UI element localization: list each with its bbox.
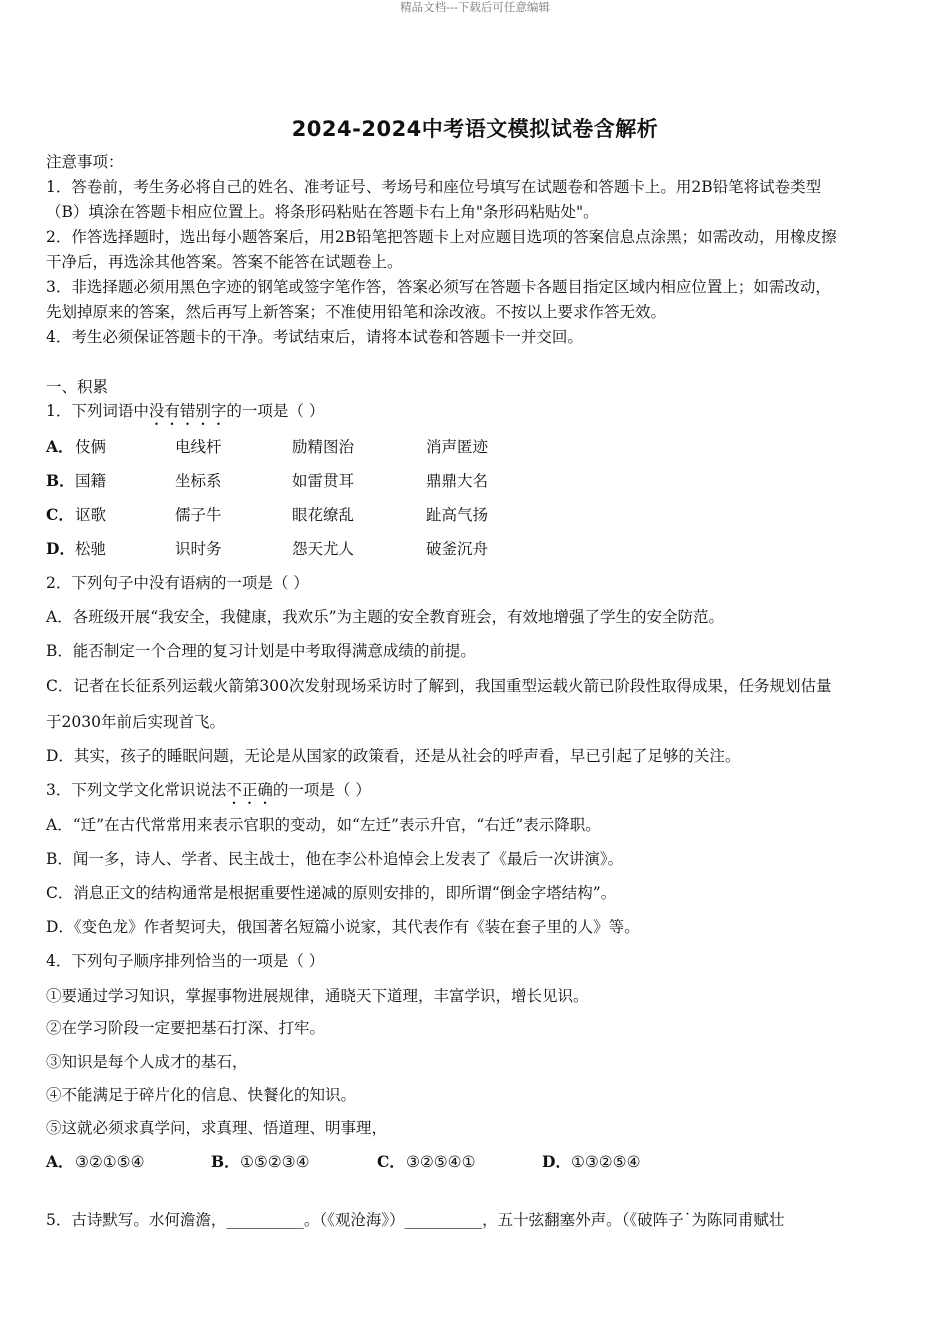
option-value: ①③②⑤④ (571, 1153, 641, 1171)
q2-option-a[interactable]: A．各班级开展“我安全，我健康，我欢乐”为主题的安全教育班会，有效地增强了学生的安全防范。 (46, 608, 725, 626)
question-3-stem (46, 780, 371, 808)
q1-stem-pre: 1．下列词语中 (46, 402, 149, 420)
option-label: A． (46, 1152, 74, 1171)
page-header-note: 精品文档---下载后可任意编辑 (400, 0, 550, 14)
option-word: 伎俩 (75, 438, 107, 456)
option-value: ③②⑤④① (406, 1153, 476, 1171)
notice-line: 先划掉原来的答案，然后再写上新答案；不准使用铅笔和涂改液。不按以上要求作答无效。 (46, 303, 667, 321)
q2-option-d[interactable]: D．其实，孩子的睡眠问题，无论是从国家的政策看，还是从社会的呼声看，早已引起了足够的关注。 (46, 747, 741, 765)
option-value: ①⑤②③④ (240, 1153, 310, 1171)
option-word: 讴歌 (75, 506, 107, 524)
q1-stem-emphasis: 没有错别字 (148, 402, 227, 420)
option-word: 励精图治 (292, 438, 355, 456)
notice-line: （B）填涂在答题卡相应位置上。将条形码粘贴在答题卡右上角"条形码粘贴处"。 (46, 203, 599, 221)
option-word: 坐标系 (175, 472, 222, 490)
section-heading: 一、积累 (46, 378, 109, 396)
q2-option-c[interactable]: C．记者在长征系列运载火箭第300次发射现场采访时了解到，我国重型运载火箭已阶段性取得成果，任务规划估量 (46, 677, 832, 695)
exam-title: 2024-2024中考语文模拟试卷含解析 (291, 117, 659, 141)
q3-stem-emphasis: 不正确 (226, 781, 273, 799)
question-2-stem: 2．下列句子中没有语病的一项是（ ） (46, 574, 309, 592)
q3-stem-pre: 3．下列文学文化常识说法 (46, 781, 227, 799)
notice-line: 2．作答选择题时，选出每小题答案后，用2B铅笔把答题卡上对应题目选项的答案信息点涂黑；如需改动，用橡皮擦 (46, 228, 837, 246)
option-word: 破釜沉舟 (426, 540, 489, 558)
q4-sentence-1: ①要通过学习知识，掌握事物进展规律，通晓天下道理，丰富学识，增长见识。 (46, 987, 589, 1005)
option-label: A． (46, 437, 74, 456)
q4-sentence-4: ④不能满足于碎片化的信息、快餐化的知识。 (46, 1086, 357, 1104)
notice-line: 3．非选择题必须用黑色字迹的钢笔或签字笔作答，答案必须写在答题卡各题目指定区域内相应位置上；如需改动， (46, 278, 831, 296)
option-word: 消声匿迹 (426, 438, 489, 456)
option-label: C． (377, 1152, 405, 1171)
q3-option-c[interactable]: C．消息正文的结构通常是根据重要性递减的原则安排的，即所谓“倒金字塔结构”。 (46, 884, 617, 902)
option-label: B． (211, 1152, 240, 1171)
option-label: B． (46, 471, 75, 490)
question-5-stem: 5．古诗默写。水何澹澹，__________。（《观沧海》）__________，五十弦翻塞外声。（《破阵子˙为陈同甫赋壮 (46, 1211, 785, 1229)
option-label: D． (46, 539, 75, 558)
option-label: D． (542, 1152, 571, 1171)
notice-line: 4．考生必须保证答题卡的干净。考试结束后，请将本试卷和答题卡一并交回。 (46, 328, 583, 346)
q3-option-d[interactable]: D．《变色龙》作者契诃夫，俄国著名短篇小说家，其代表作有《装在套子里的人》等。 (46, 918, 640, 936)
q4-sentence-5: ⑤这就必须求真学问，求真理、悟道理、明事理， (46, 1119, 388, 1137)
option-value: ③②①⑤④ (75, 1153, 145, 1171)
question-1-stem (46, 401, 324, 429)
q2-option-b[interactable]: B．能否制定一个合理的复习计划是中考取得满意成绩的前提。 (46, 642, 476, 660)
q1-stem-post: 的一项是（ ） (226, 402, 325, 420)
option-word: 电线杆 (175, 438, 222, 456)
notice-heading: 注意事项： (46, 153, 124, 171)
option-word: 眼花缭乱 (292, 506, 355, 524)
option-word: 国籍 (75, 472, 107, 490)
q2-option-c-cont: 于2030年前后实现首飞。 (46, 713, 225, 731)
option-word: 松驰 (75, 540, 107, 558)
notice-line: 1．答卷前，考生务必将自己的姓名、准考证号、考场号和座位号填写在试题卷和答题卡上。用2B铅笔将试卷类型 (46, 178, 822, 196)
q4-sentence-3: ③知识是每个人成才的基石， (46, 1053, 248, 1071)
option-word: 鼎鼎大名 (426, 472, 489, 490)
q3-option-b[interactable]: B．闻一多，诗人、学者、民主战士，他在李公朴追悼会上发表了《最后一次讲演》。 (46, 850, 624, 868)
option-label: C． (46, 505, 74, 524)
option-word: 识时务 (175, 540, 222, 558)
option-word: 怨天尤人 (292, 540, 355, 558)
option-word: 如雷贯耳 (292, 472, 355, 490)
q4-sentence-2: ②在学习阶段一定要把基石打深、打牢。 (46, 1019, 326, 1037)
option-word: 趾高气扬 (426, 506, 489, 524)
q3-stem-post: 的一项是（ ） (272, 781, 371, 799)
option-word: 儒子牛 (175, 506, 222, 524)
notice-line: 干净后，再选涂其他答案。答案不能答在试题卷上。 (46, 253, 403, 271)
question-4-stem: 4．下列句子顺序排列恰当的一项是（ ） (46, 952, 325, 970)
q3-option-a[interactable]: A．“迁”在古代常常用来表示官职的变动，如“左迁”表示升官，“右迁”表示降职。 (46, 816, 601, 834)
